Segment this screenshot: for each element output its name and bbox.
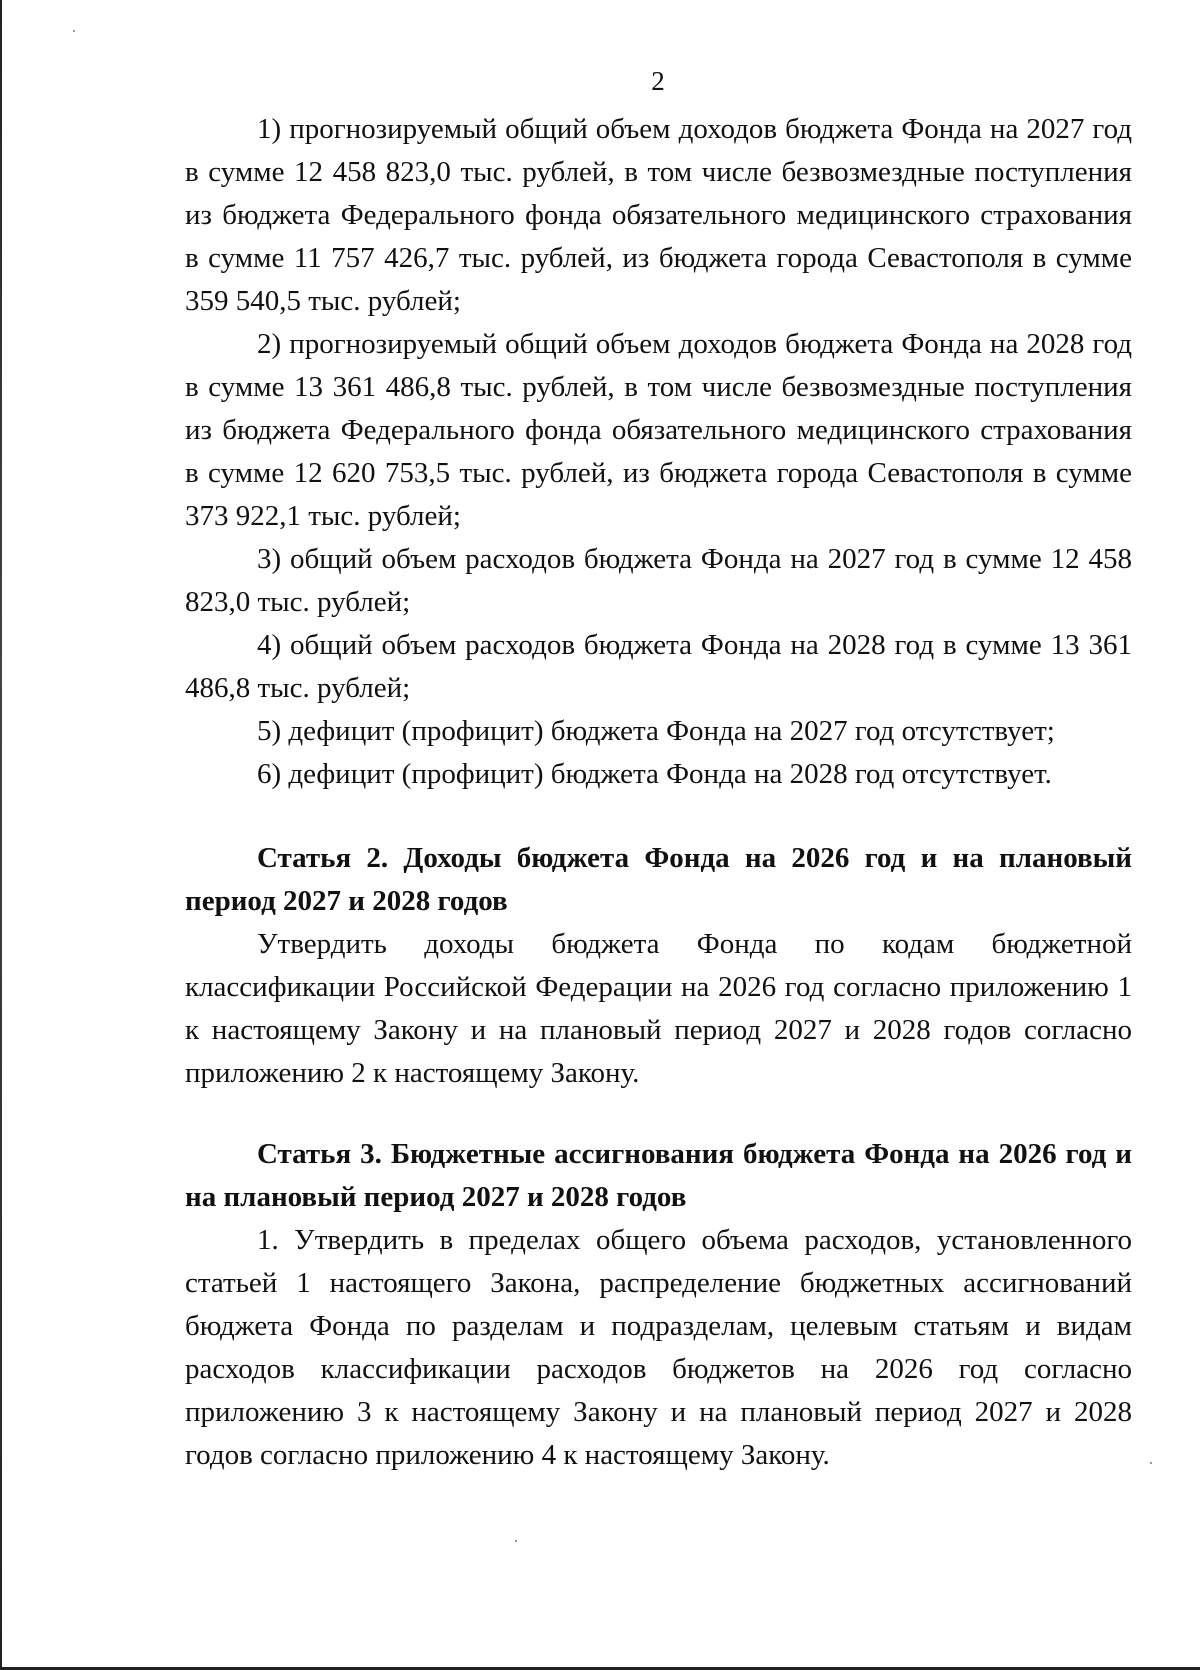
list-item: 1) прогнозируемый общий объем доходов бюджета Фонда на 2027 год в сумме 12 458 823,0 тыс. рублей, в том числе безвозмездные поступления из бюджета Федерального фонда обязательного медицинского страхования в сумме 11 757 426,7 тыс. рублей, из бюджета города Севастополя в сумме 359 540,5 тыс. рублей; (185, 113, 1132, 317)
list-item: 2) прогнозируемый общий объем доходов бюджета Фонда на 2028 год в сумме 13 361 486,8 тыс. рублей, в том числе безвозмездные поступления из бюджета Федерального фонда обязательного медицинского страхования в сумме 12 620 753,5 тыс. рублей, из бюджета города Севастополя в сумме 373 922,1 тыс. рублей; (185, 328, 1132, 532)
list-item: 6) дефицит (профицит) бюджета Фонда на 2028 год отсутствует. (257, 758, 1052, 790)
scan-speck (73, 30, 75, 32)
list-item: 5) дефицит (профицит) бюджета Фонда на 2027 год отсутствует; (257, 715, 1055, 747)
scan-edge-left (0, 0, 2, 1670)
article-2-heading: Статья 2. Доходы бюджета Фонда на 2026 год и на плановый период 2027 и 2028 годов (185, 842, 1132, 917)
scan-speck (515, 1540, 517, 1542)
scan-speck (1150, 1462, 1152, 1464)
article-2-text: Утвердить доходы бюджета Фонда по кодам бюджетной классификации Российской Федерации на 2026 год согласно приложению 1 к настоящему Закону и на плановый период 2027 и 2028 годов согласно приложению 2 к настоящему Закону. (185, 928, 1132, 1089)
article-3-text: 1. Утвердить в пределах общего объема расходов, установленного статьей 1 настоящего Закона, распределение бюджетных ассигнований бюджета Фонда по разделам и подразделам, целевым статьям и видам расходов классификации расходов бюджетов на 2026 год согласно приложению 3 к настоящему Закону и на плановый период 2027 и 2028 годов согласно приложению 4 к настоящему Закону. (185, 1224, 1132, 1471)
article-3-heading: Статья 3. Бюджетные ассигнования бюджета Фонда на 2026 год и на плановый период 2027 и 2028 годов (185, 1138, 1132, 1213)
spacer (185, 1095, 1132, 1133)
list-item: 3) общий объем расходов бюджета Фонда на 2027 год в сумме 12 458 823,0 тыс. рублей; (185, 543, 1132, 618)
list-item: 4) общий объем расходов бюджета Фонда на 2028 год в сумме 13 361 486,8 тыс. рублей; (185, 629, 1132, 704)
page-number: 2 (651, 66, 665, 96)
spacer (185, 796, 1132, 837)
document-body (185, 108, 1132, 1477)
